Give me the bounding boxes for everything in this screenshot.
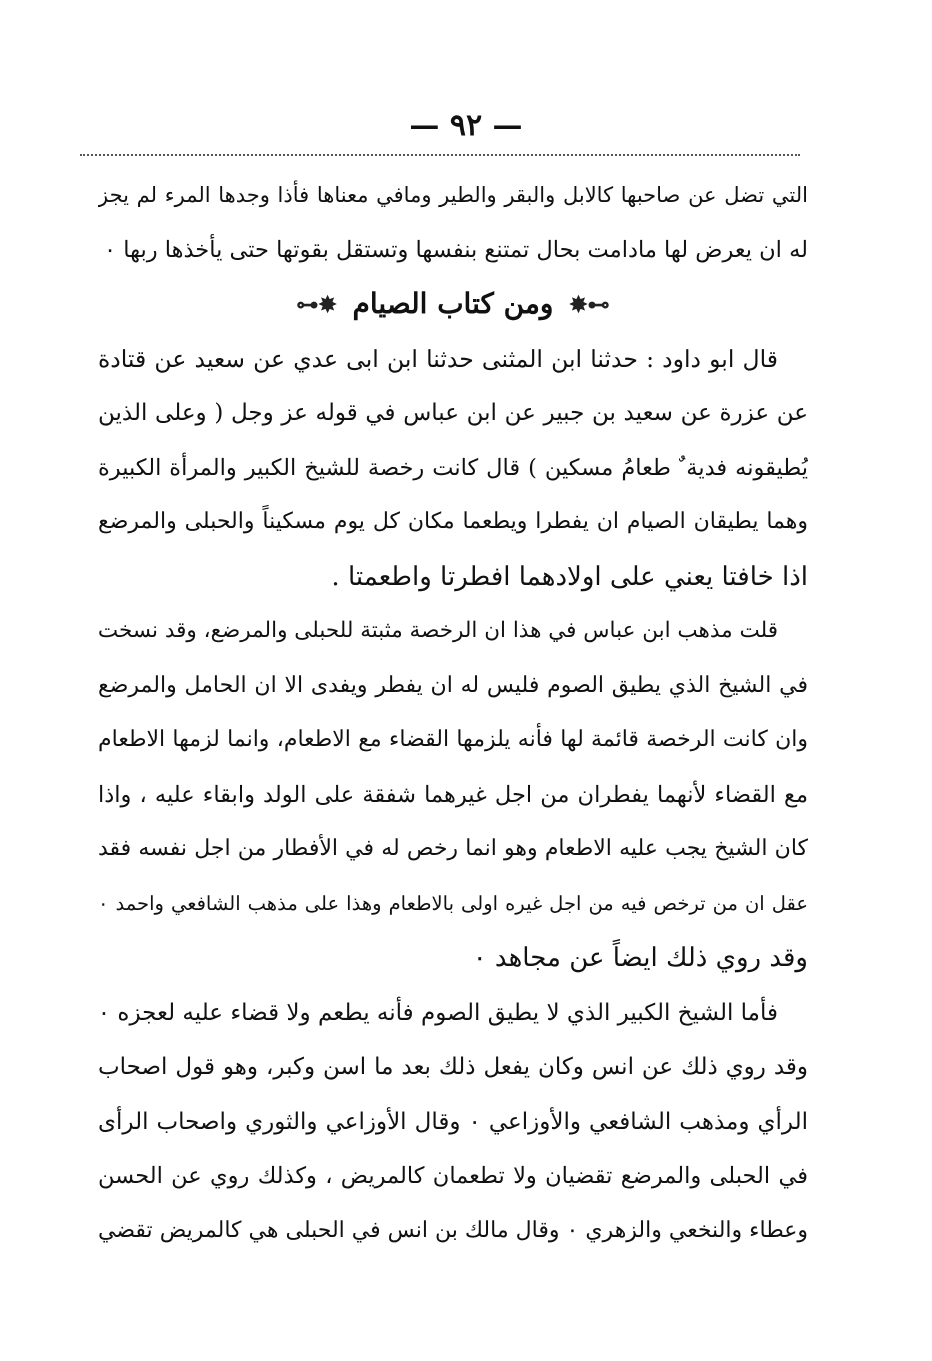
page-body [98,168,808,1258]
text-line: في الحبلى والمرضع تقضيان ولا تطعمان كالمريض ، وكذلك روي عن الحسن [98,1163,808,1189]
text-line: وعطاء والنخعي والزهري ٠ وقال مالك بن انس في الحبلى هي كالمريض تقضي [98,1217,808,1243]
text-line: قال ابو داود : حدثنا ابن المثنى حدثنا ابن ابى عدي عن سعيد عن قتادة [98,344,778,373]
section-title: ومن كتاب الصيام [352,287,554,320]
text-line: عقل ان من ترخص فيه من اجل غيره اولى بالاطعام وهذا على مذهب الشافعي واحمد ٠ [98,891,808,915]
ornament-right-icon: ⊶✸ [569,292,610,319]
text-line: التي تضل عن صاحبها كالابل والبقر والطير ومافي معناها فأذا وجدها المرء لم يجز [98,183,808,207]
text-line: في الشيخ الذي يطيق الصوم فليس له ان يفطر ويفدى الا ان الحامل والمرضع [98,672,808,698]
text-line: قلت مذهب ابن عباس في هذا ان الرخصة مثبتة للحبلى والمرضع، وقد نسخت [98,618,778,643]
header-divider [80,154,800,156]
text-line: مع القضاء لأنهما يفطران من اجل غيرهما شفقة على الولد وابقاء عليه ، واذا [98,781,808,808]
text-line: له ان يعرض لها مادامت بحال تمتنع بنفسها وتستقل بقوتها حتى يأخذها ربها ٠ [104,236,808,263]
text-line: وقد روي ذلك عن انس وكان يفعل ذلك بعد ما اسن وكبر، وهو قول اصحاب [98,1054,808,1080]
page-number: — ٩٢ — [409,108,523,143]
text-line: فأما الشيخ الكبير الذي لا يطيق الصوم فأنه يطعم ولا قضاء عليه لعجزه ٠ [98,999,778,1026]
ornament-left-icon: ✸⊷ [296,292,337,319]
text-line: اذا خافتا يعني على اولادهما افطرتا واطعمتا . [331,561,808,592]
text-line: وان كانت الرخصة قائمة لها فأنه يلزمها القضاء مع الاطعام، وانما لزمها الاطعام [98,727,808,752]
text-line: عن عزرة عن سعيد بن جبير عن ابن عباس في قوله عز وجل ( وعلى الذين [98,400,808,426]
text-line: كان الشيخ يجب عليه الاطعام وهو انما رخص له في الأفطار من اجل نفسه فقد [98,836,808,861]
text-line: وهما يطيقان الصيام ان يفطرا ويطعما مكان كل يوم مسكيناً والحبلى والمرضع [98,509,808,534]
text-line: الرأي ومذهب الشافعي والأوزاعي ٠ وقال الأوزاعي والثوري واصحاب الرأى [98,1108,808,1135]
text-line: يُطيقونه فدية ٌ طعامُ مسكين ) قال كانت رخصة للشيخ الكبير والمرأة الكبيرة [98,454,808,481]
section-heading [98,277,808,332]
text-line: وقد روي ذلك ايضاً عن مجاهد ٠ [472,943,808,973]
